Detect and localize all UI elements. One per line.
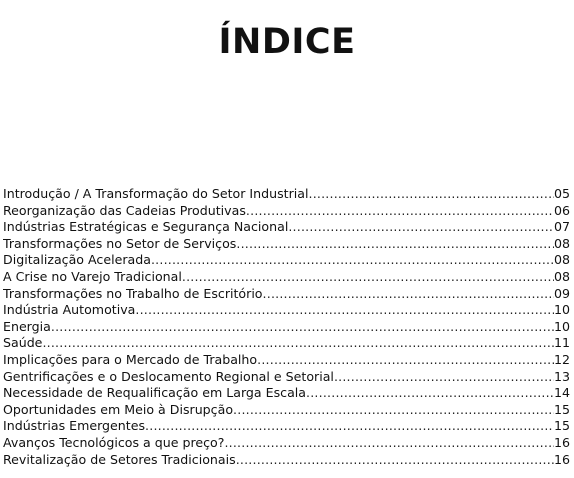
toc-dot-leader: [145, 418, 554, 435]
toc-dot-leader: [334, 369, 554, 386]
toc-dot-leader: [257, 352, 554, 369]
toc-entry: [3, 335, 570, 352]
toc-entry-label: Transformações no Setor de Serviços: [3, 235, 237, 251]
toc-entry-page: 16: [553, 434, 570, 450]
toc-entry-label: Transformações no Trabalho de Escritório: [3, 285, 263, 301]
toc-entry: [3, 186, 570, 203]
toc-entry-label: Reorganização das Cadeias Produtivas: [3, 202, 246, 218]
toc-entry-label: Indústrias Emergentes: [3, 418, 146, 434]
toc-dot-leader: [151, 252, 554, 269]
toc-dot-leader: [263, 286, 554, 303]
toc-entry: [3, 319, 570, 336]
toc-entry: [3, 203, 570, 220]
toc-dot-leader: [51, 319, 554, 336]
toc-entry-label: Introdução / A Transformação do Setor Industrial: [3, 186, 309, 201]
toc-entry-label: Necessidade de Requalificação em Larga Escala: [3, 385, 307, 401]
toc-entry: [3, 302, 570, 319]
toc-dot-leader: [306, 385, 554, 402]
toc-entry: [3, 286, 570, 303]
toc-entry-label: Implicações para o Mercado de Trabalho: [3, 351, 258, 367]
toc-entry-page: 13: [553, 368, 570, 384]
toc-entry-page: 14: [553, 385, 570, 401]
toc-dot-leader: [236, 236, 554, 253]
toc-entry-page: 05: [553, 186, 570, 201]
toc-entry-page: 08: [553, 252, 570, 268]
toc-entry-page: 06: [553, 202, 570, 218]
toc-dot-leader: [233, 402, 554, 419]
toc-dot-leader: [182, 269, 554, 286]
toc-entry: [3, 402, 570, 419]
toc-entry: [3, 269, 570, 286]
toc-dot-leader: [236, 452, 554, 469]
toc-entry: [3, 385, 570, 402]
toc-dot-leader: [288, 219, 554, 236]
toc-entry-label: Oportunidades em Meio à Disrupção: [3, 401, 234, 417]
toc-entry: [3, 435, 570, 452]
toc-entry-label: Indústrias Estratégicas e Segurança Nacional: [3, 219, 289, 235]
toc-entry: [3, 418, 570, 435]
toc-entry: [3, 369, 570, 386]
toc-entry-label: A Crise no Varejo Tradicional: [3, 268, 182, 284]
toc-entry-page: 16: [553, 451, 570, 467]
toc-entry: [3, 236, 570, 253]
toc-entry-page: 15: [553, 401, 570, 417]
table-of-contents: [3, 186, 570, 468]
toc-entry-label: Indústria Automotiva: [3, 302, 136, 318]
toc-dot-leader: [246, 203, 554, 220]
toc-entry: [3, 352, 570, 369]
toc-dot-leader: [42, 335, 554, 352]
page-title: ÍNDICE: [218, 22, 356, 62]
toc-entry: [3, 452, 570, 469]
toc-entry-page: 10: [553, 302, 570, 318]
toc-dot-leader: [224, 435, 554, 452]
toc-entry: [3, 252, 570, 269]
toc-entry-page: 11: [553, 335, 570, 351]
toc-entry-label: Energia: [3, 318, 51, 334]
toc-entry-page: 08: [553, 268, 570, 284]
toc-entry-label: Avanços Tecnológicos a que preço?: [3, 434, 225, 450]
toc-entry-page: 15: [553, 418, 570, 434]
toc-entry-label: Digitalização Acelerada: [3, 252, 151, 268]
toc-entry: [3, 219, 570, 236]
toc-entry-page: 09: [553, 285, 570, 301]
toc-entry-page: 12: [553, 351, 570, 367]
toc-entry-page: 10: [553, 318, 570, 334]
toc-dot-leader: [308, 186, 553, 203]
toc-entry-page: 08: [553, 235, 570, 251]
toc-dot-leader: [135, 302, 554, 319]
toc-entry-page: 07: [553, 219, 570, 235]
toc-entry-label: Revitalização de Setores Tradicionais: [3, 451, 236, 467]
toc-entry-label: Gentrificações e o Deslocamento Regional e Setorial: [3, 368, 334, 384]
toc-entry-label: Saúde: [3, 335, 43, 351]
